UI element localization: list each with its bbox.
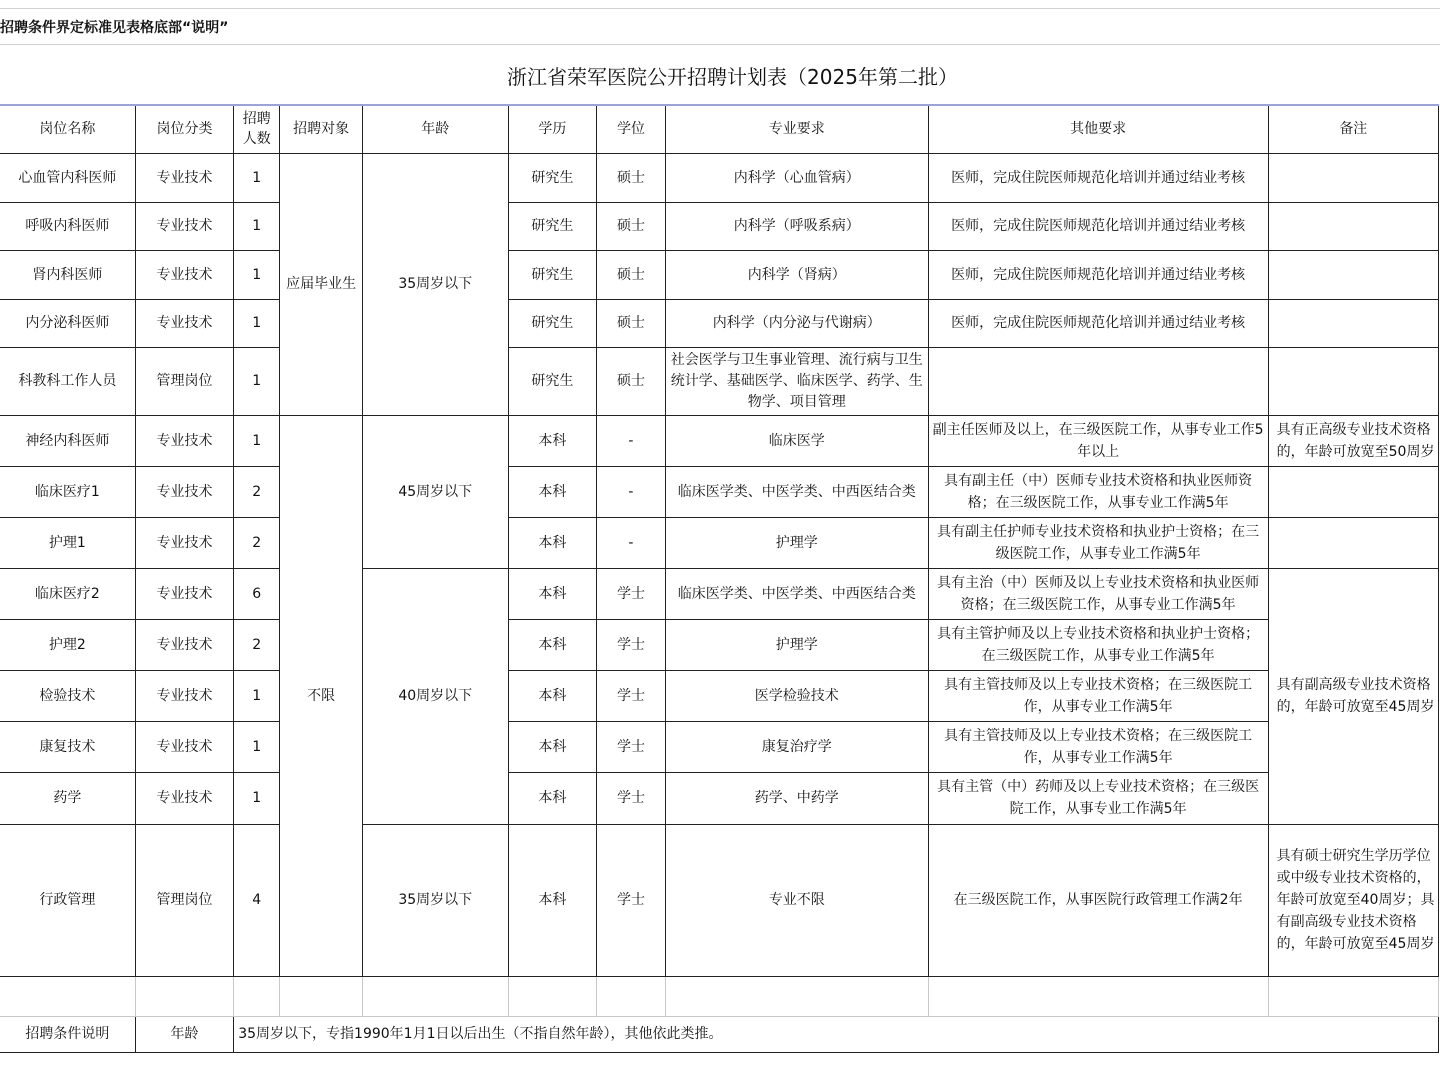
table-row [0,466,1439,517]
table-row [0,824,1439,976]
cell-count: 1 [234,721,280,772]
cell-degree: 学士 [597,824,666,976]
table-header-row [0,105,1439,153]
cell-count: 6 [234,568,280,619]
table-row [0,568,1439,619]
cell-category: 专业技术 [135,670,234,721]
cell-position: 临床医疗2 [0,568,135,619]
cell-position: 科教科工作人员 [0,347,135,415]
cell-other: 具有副主任（中）医师专业技术资格和执业医师资格；在三级医院工作，从事专业工作满5年 [928,466,1268,517]
cell-category: 管理岗位 [135,347,234,415]
cell-major: 内科学（心血管病） [665,153,928,202]
cell-count: 2 [234,466,280,517]
cell-count: 2 [234,619,280,670]
cell-remark: 具有硕士研究生学历学位或中级专业技术资格的，年龄可放宽至40周岁；具有副高级专业技术资格的，年龄可放宽至45周岁 [1268,824,1438,976]
cell-position: 行政管理 [0,824,135,976]
header-major: 专业要求 [665,105,928,153]
cell-count: 1 [234,772,280,824]
cell-education: 本科 [508,721,597,772]
cell-degree: 硕士 [597,299,666,347]
cell-degree: 硕士 [597,153,666,202]
cell-other: 在三级医院工作，从事医院行政管理工作满2年 [928,824,1268,976]
cell-other: 医师，完成住院医师规范化培训并通过结业考核 [928,250,1268,299]
cell-major: 社会医学与卫生事业管理、流行病与卫生统计学、基础医学、临床医学、药学、生物学、项目管理 [665,347,928,415]
cell-category: 专业技术 [135,153,234,202]
cell-major: 临床医学类、中医学类、中西医结合类 [665,466,928,517]
footer-key: 年龄 [135,1016,234,1052]
cell-position: 神经内科医师 [0,415,135,466]
cell-position: 呼吸内科医师 [0,202,135,250]
cell-education: 研究生 [508,347,597,415]
cell-count: 1 [234,415,280,466]
cell-other: 医师，完成住院医师规范化培训并通过结业考核 [928,202,1268,250]
cell-education: 本科 [508,568,597,619]
header-category: 岗位分类 [135,105,234,153]
cell-count: 1 [234,299,280,347]
cell-education: 本科 [508,517,597,568]
cell-remark [1268,202,1438,250]
cell-category: 专业技术 [135,466,234,517]
cell-count: 2 [234,517,280,568]
footer-row [0,1016,1439,1052]
footer-text: 35周岁以下，专指1990年1月1日以后出生（不指自然年龄），其他依此类推。 [234,1016,1439,1052]
cell-degree: 学士 [597,772,666,824]
cell-degree: 硕士 [597,347,666,415]
cell-age-40: 40周岁以下 [362,568,508,824]
cell-position: 检验技术 [0,670,135,721]
header-age: 年龄 [362,105,508,153]
cell-position: 护理2 [0,619,135,670]
cell-major: 医学检验技术 [665,670,928,721]
cell-education: 本科 [508,772,597,824]
table-row [0,415,1439,466]
top-rule-2 [0,44,1440,45]
header-other: 其他要求 [928,105,1268,153]
cell-age-45: 45周岁以下 [362,415,508,568]
cell-category: 专业技术 [135,619,234,670]
cell-remark: 具有正高级专业技术资格的，年龄可放宽至50周岁 [1268,415,1438,466]
cell-remark [1268,347,1438,415]
cell-other [928,347,1268,415]
header-degree: 学位 [597,105,666,153]
table-row [0,619,1439,670]
cell-category: 专业技术 [135,721,234,772]
cell-degree: - [597,517,666,568]
cell-major: 护理学 [665,619,928,670]
cell-major: 内科学（内分泌与代谢病） [665,299,928,347]
cell-position: 康复技术 [0,721,135,772]
table-row [0,299,1439,347]
cell-major: 临床医学 [665,415,928,466]
cell-degree: 硕士 [597,250,666,299]
cell-category: 专业技术 [135,250,234,299]
cell-degree: 学士 [597,568,666,619]
header-remark: 备注 [1268,105,1438,153]
table-row [0,153,1439,202]
header-count: 招聘人数 [234,105,280,153]
cell-education: 研究生 [508,202,597,250]
cell-education: 本科 [508,824,597,976]
cell-other: 具有主管技师及以上专业技术资格；在三级医院工作，从事专业工作满5年 [928,670,1268,721]
cell-degree: 硕士 [597,202,666,250]
footer-label: 招聘条件说明 [0,1016,135,1052]
cell-target-any: 不限 [280,415,363,976]
cell-education: 研究生 [508,250,597,299]
cell-education: 本科 [508,415,597,466]
header-target: 招聘对象 [280,105,363,153]
cell-degree: 学士 [597,670,666,721]
cell-target-fresh: 应届毕业生 [280,153,363,415]
cell-count: 1 [234,202,280,250]
blank-row [0,976,1439,1016]
cell-count: 1 [234,250,280,299]
cell-position: 内分泌科医师 [0,299,135,347]
cell-category: 专业技术 [135,517,234,568]
table-row [0,670,1439,721]
table-row [0,347,1439,415]
cell-count: 1 [234,347,280,415]
top-note: 招聘条件界定标准见表格底部“说明” [0,20,229,36]
cell-remark [1268,517,1438,568]
cell-other: 具有主管（中）药师及以上专业技术资格；在三级医院工作，从事专业工作满5年 [928,772,1268,824]
cell-age-35: 35周岁以下 [362,153,508,415]
cell-major: 康复治疗学 [665,721,928,772]
page-title: 浙江省荣军医院公开招聘计划表（2025年第二批） [507,65,958,89]
cell-other: 具有副主任护师专业技术资格和执业护士资格；在三级医院工作，从事专业工作满5年 [928,517,1268,568]
cell-major: 药学、中药学 [665,772,928,824]
cell-major: 内科学（呼吸系病） [665,202,928,250]
cell-degree: 学士 [597,619,666,670]
cell-remark [1268,466,1438,517]
table-row [0,721,1439,772]
cell-education: 本科 [508,619,597,670]
cell-position: 肾内科医师 [0,250,135,299]
cell-degree: 学士 [597,721,666,772]
cell-category: 专业技术 [135,415,234,466]
cell-degree: - [597,415,666,466]
cell-other: 医师，完成住院医师规范化培训并通过结业考核 [928,153,1268,202]
cell-count: 4 [234,824,280,976]
cell-major: 护理学 [665,517,928,568]
header-position: 岗位名称 [0,105,135,153]
cell-category: 专业技术 [135,299,234,347]
cell-remark [1268,299,1438,347]
cell-other: 具有主治（中）医师及以上专业技术资格和执业医师资格；在三级医院工作，从事专业工作满5年 [928,568,1268,619]
cell-age-35: 35周岁以下 [362,824,508,976]
cell-other: 副主任医师及以上，在三级医院工作，从事专业工作5年以上 [928,415,1268,466]
cell-position: 心血管内科医师 [0,153,135,202]
header-education: 学历 [508,105,597,153]
cell-education: 研究生 [508,153,597,202]
cell-position: 临床医疗1 [0,466,135,517]
cell-count: 1 [234,153,280,202]
cell-other: 具有主管护师及以上专业技术资格和执业护士资格；在三级医院工作，从事专业工作满5年 [928,619,1268,670]
cell-count: 1 [234,670,280,721]
cell-major: 临床医学类、中医学类、中西医结合类 [665,568,928,619]
cell-category: 管理岗位 [135,824,234,976]
cell-education: 本科 [508,466,597,517]
cell-category: 专业技术 [135,202,234,250]
cell-remark [1268,153,1438,202]
cell-other: 具有主管技师及以上专业技术资格；在三级医院工作，从事专业工作满5年 [928,721,1268,772]
table-row [0,202,1439,250]
table-row [0,772,1439,824]
cell-major: 专业不限 [665,824,928,976]
cell-position: 护理1 [0,517,135,568]
cell-position: 药学 [0,772,135,824]
cell-category: 专业技术 [135,568,234,619]
cell-category: 专业技术 [135,772,234,824]
cell-education: 本科 [508,670,597,721]
cell-remark: 具有副高级专业技术资格的，年龄可放宽至45周岁 [1268,568,1438,824]
recruitment-table [0,104,1439,1053]
cell-remark [1268,250,1438,299]
cell-degree: - [597,466,666,517]
cell-major: 内科学（肾病） [665,250,928,299]
cell-education: 研究生 [508,299,597,347]
table-row [0,517,1439,568]
table-row [0,250,1439,299]
top-rule [0,8,1440,9]
cell-other: 医师，完成住院医师规范化培训并通过结业考核 [928,299,1268,347]
